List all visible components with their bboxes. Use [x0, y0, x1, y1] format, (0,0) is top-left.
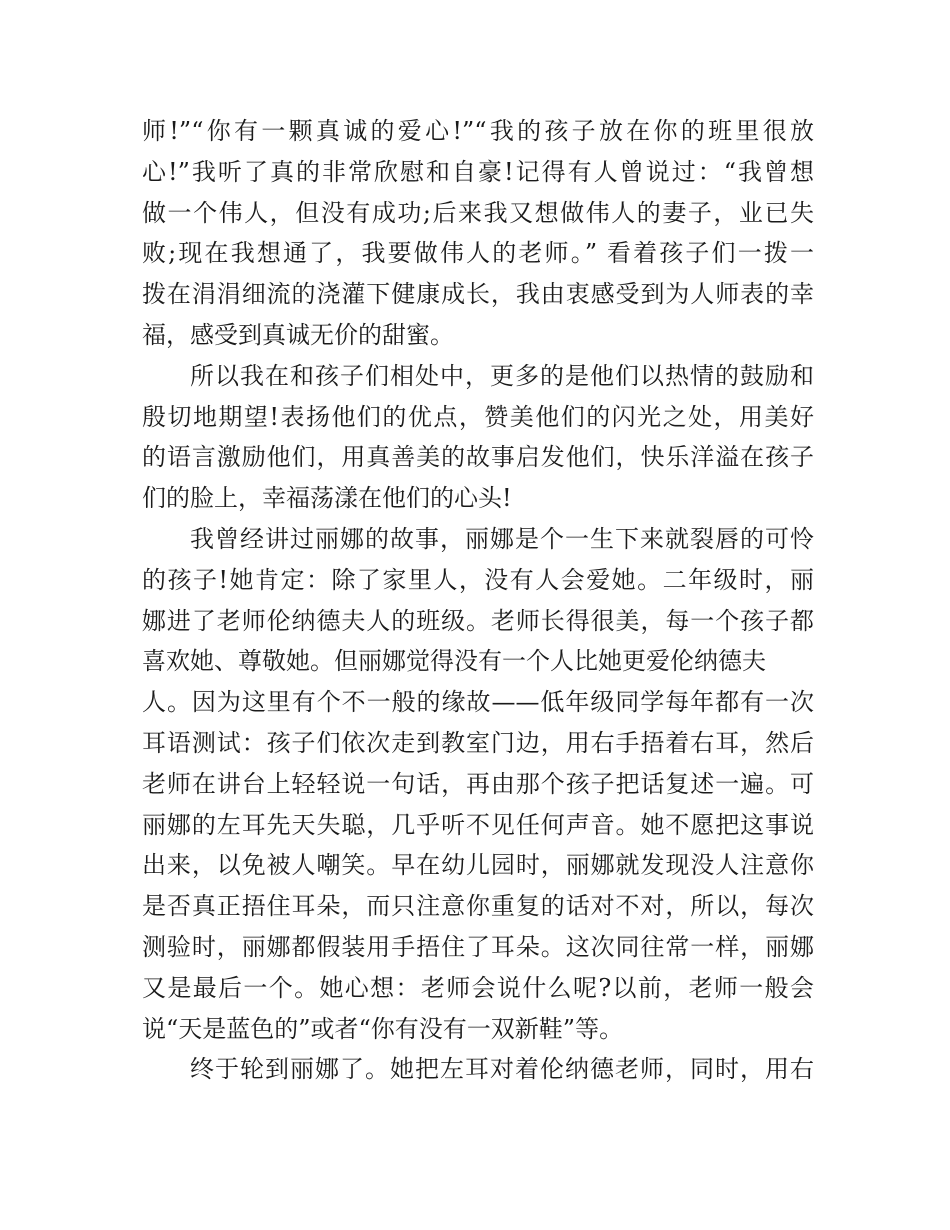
text-line: 耳语测试：孩子们依次走到教室门边，用右手捂着右耳，然后	[142, 728, 814, 757]
document-body	[142, 111, 814, 1090]
document-page	[142, 111, 814, 1090]
text-line: 出来，以免被人嘲笑。早在幼儿园时，丽娜就发现没人注意你	[142, 851, 814, 880]
text-line: 师!”“你有一颗真诚的爱心!”“我的孩子放在你的班里很放	[142, 117, 814, 145]
text-line: 做一个伟人，但没有成功;后来我又想做伟人的妻子，业已失	[142, 198, 814, 227]
paragraph-first-line: 终于轮到丽娜了。她把左耳对着伦纳德老师，同时，用右	[190, 1055, 814, 1084]
text-line: 的语言激励他们，用真善美的故事启发他们，快乐洋溢在孩子	[142, 443, 814, 472]
text-line: 心!”我听了真的非常欣慰和自豪!记得有人曾说过：“我曾想	[142, 157, 814, 186]
paragraph-first-line: 所以我在和孩子们相处中，更多的是他们以热情的鼓励和	[190, 361, 814, 390]
text-line: 测验时，丽娜都假装用手捂住了耳朵。这次同往常一样，丽娜	[142, 932, 814, 961]
text-line: 的孩子!她肯定：除了家里人，没有人会爱她。二年级时，丽	[142, 565, 814, 594]
text-line: 丽娜的左耳先天失聪，几乎听不见任何声音。她不愿把这事说	[142, 810, 814, 839]
paragraph-first-line: 我曾经讲过丽娜的故事，丽娜是个一生下来就裂唇的可怜	[190, 524, 814, 553]
text-line: 殷切地期望!表扬他们的优点，赞美他们的闪光之处，用美好	[142, 402, 814, 431]
text-line: 们的脸上，幸福荡漾在他们的心头!	[142, 484, 512, 513]
text-line: 拨在涓涓细流的浇灌下健康成长，我由衷感受到为人师表的幸	[142, 280, 814, 309]
text-line: 说“天是蓝色的”或者“你有没有一双新鞋”等。	[142, 1014, 624, 1043]
text-line: 老师在讲台上轻轻说一句话，再由那个孩子把话复述一遍。可	[142, 769, 814, 798]
text-line: 人。因为这里有个不一般的缘故——低年级同学每年都有一次	[142, 688, 814, 717]
text-line: 是否真正捂住耳朵，而只注意你重复的话对不对，所以，每次	[142, 892, 814, 921]
text-line: 又是最后一个。她心想：老师会说什么呢?以前，老师一般会	[142, 973, 814, 1002]
text-line: 喜欢她、尊敬她。但丽娜觉得没有一个人比她更爱伦纳德夫	[142, 647, 766, 676]
text-line: 福，感受到真诚无价的甜蜜。	[142, 320, 454, 349]
text-line: 败;现在我想通了，我要做伟人的老师。” 看着孩子们一拨一	[142, 239, 814, 268]
text-line: 娜进了老师伦纳德夫人的班级。老师长得很美，每一个孩子都	[142, 606, 814, 635]
